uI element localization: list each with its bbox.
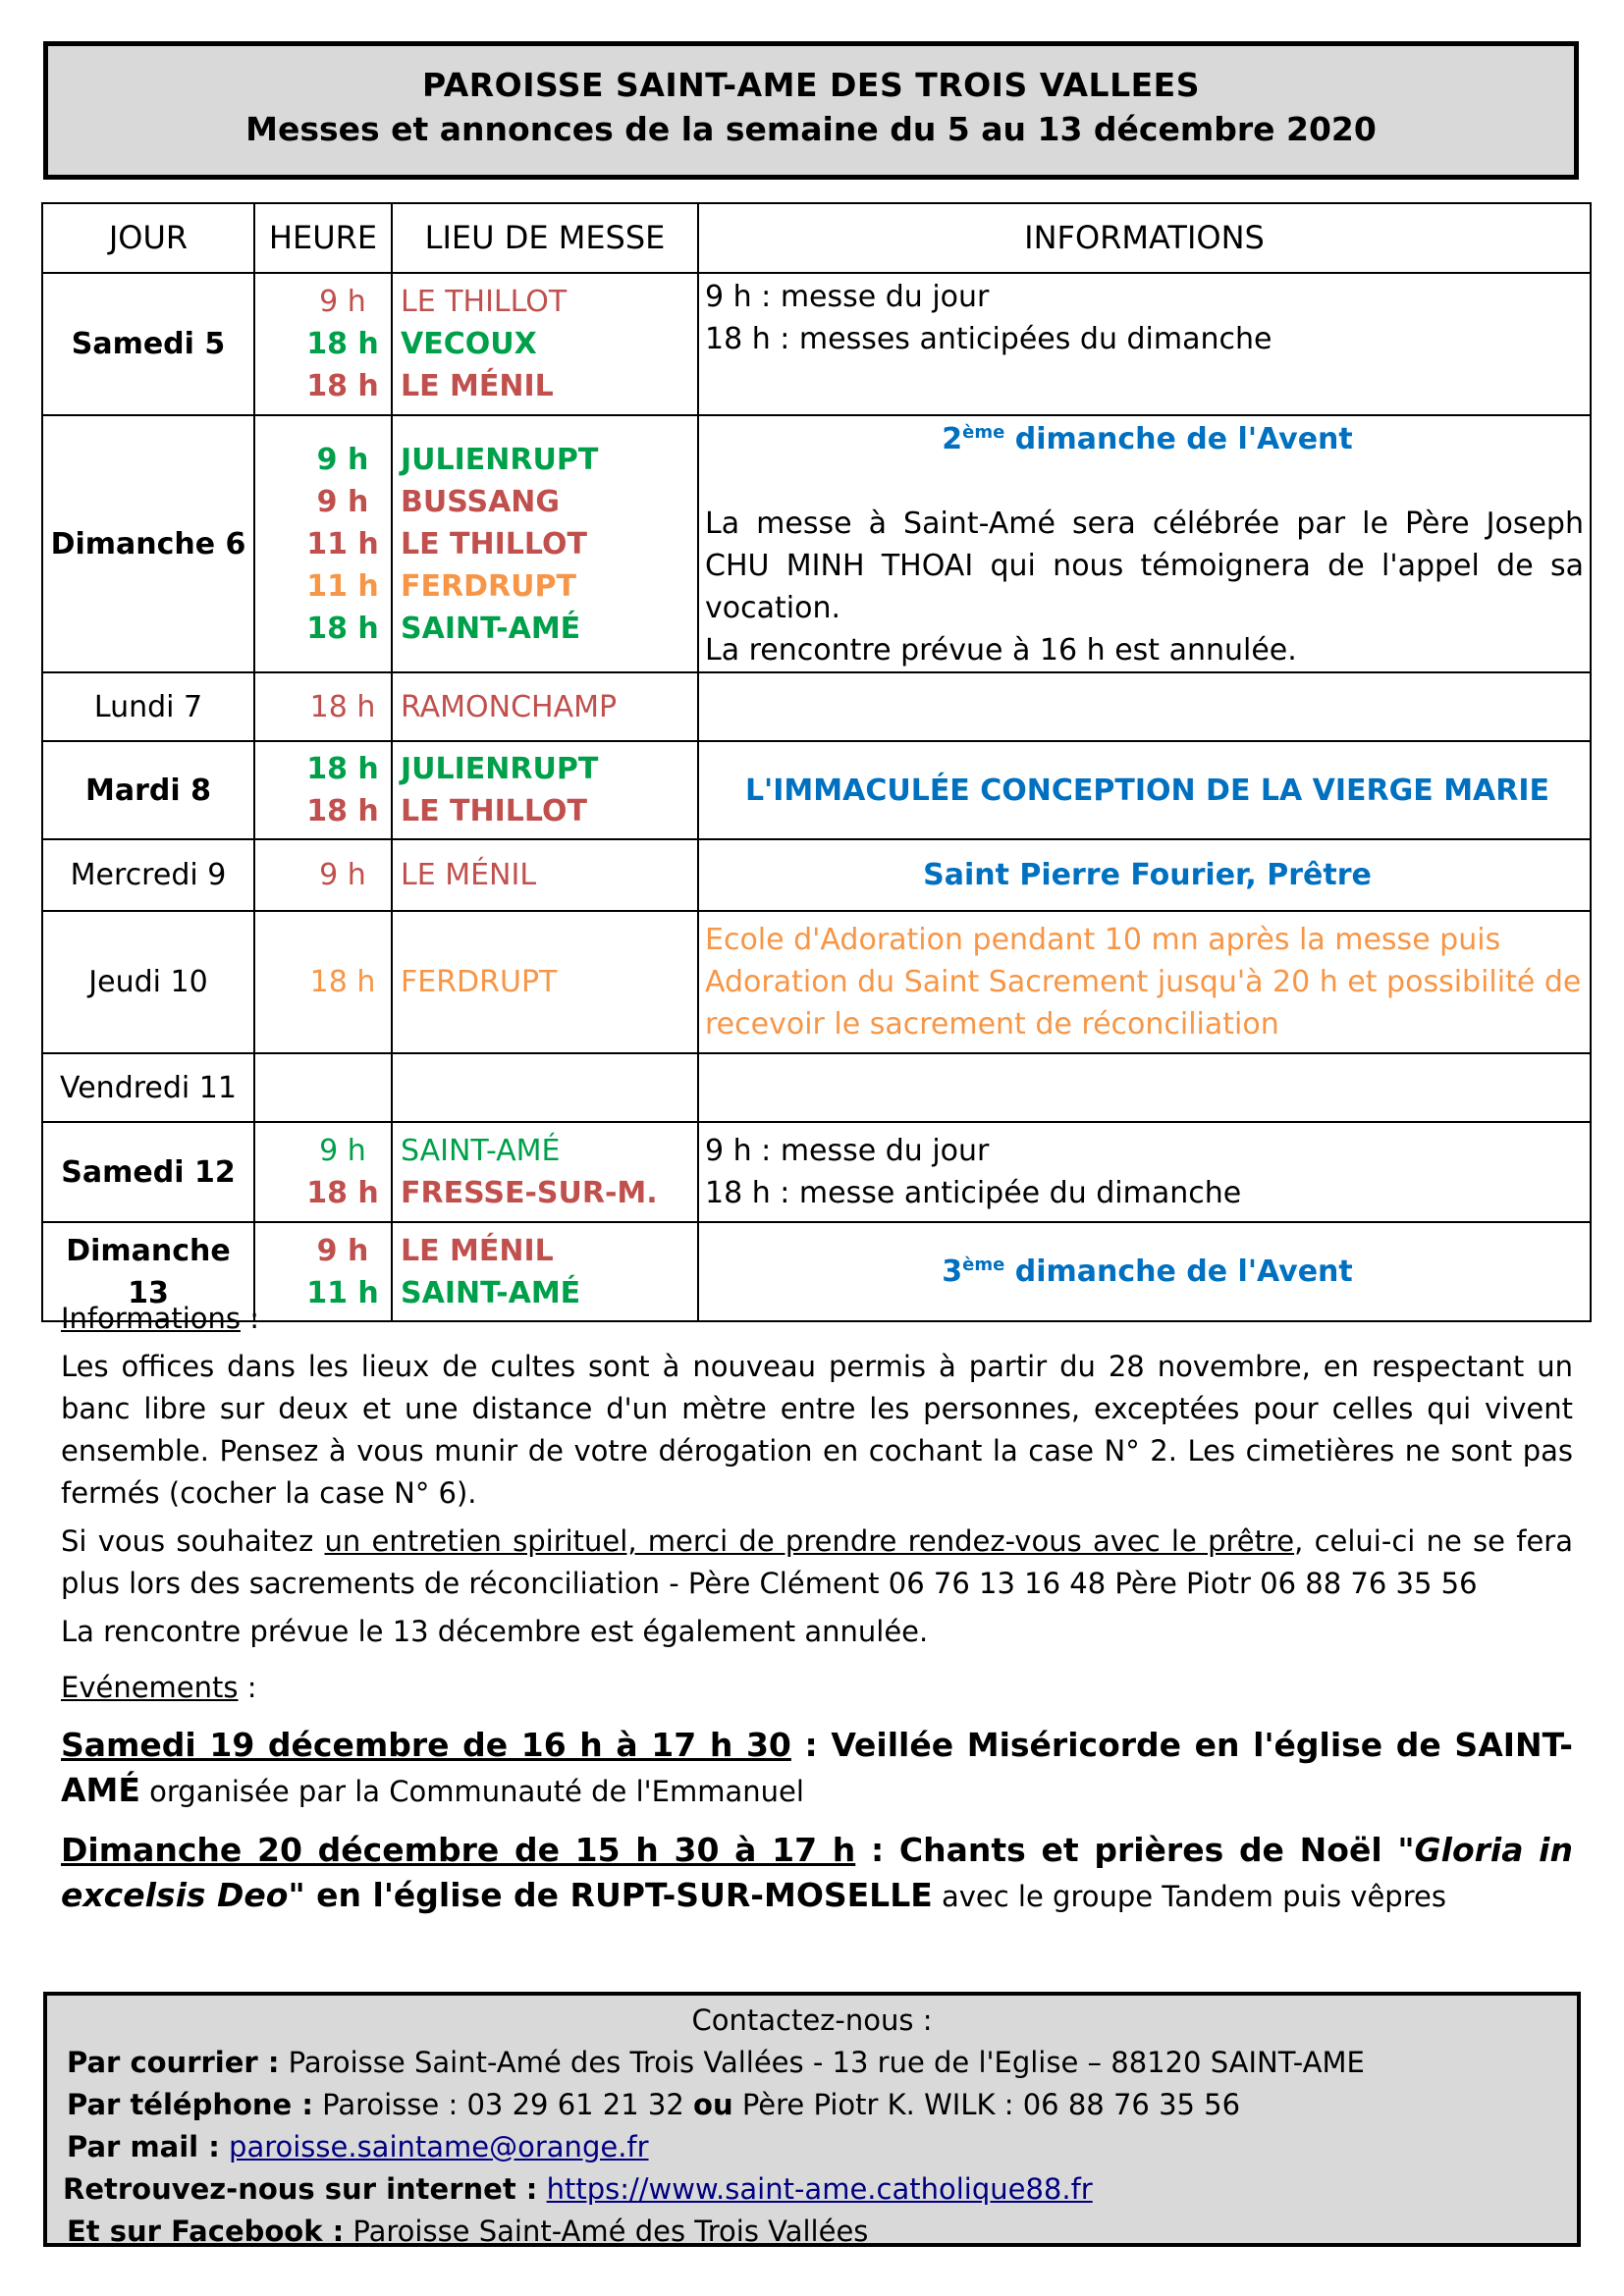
title-text: dimanche de l'Avent xyxy=(1004,1255,1353,1289)
heading-colon: : xyxy=(240,1302,259,1335)
table-row xyxy=(42,839,1591,911)
event-description: Chants et prières de Noël xyxy=(898,1831,1398,1869)
title-text: dimanche de l'Avent xyxy=(1004,422,1353,456)
text: Si vous souhaitez xyxy=(61,1524,325,1558)
mass-schedule-table xyxy=(41,202,1592,1322)
mass-place: LE MÉNIL xyxy=(401,1233,554,1268)
liturgical-day-title xyxy=(705,1251,1590,1293)
mass-time: 18 h xyxy=(306,752,379,786)
contact-phone-row xyxy=(47,2084,1577,2126)
telephone-label: Par téléphone : xyxy=(67,2088,313,2121)
info-cell xyxy=(698,1053,1591,1122)
mass-place: SAINT-AMÉ xyxy=(401,611,581,646)
mass-time: 9 h xyxy=(316,442,369,477)
day-cell: Lundi 7 xyxy=(42,672,254,741)
col-header-informations: INFORMATIONS xyxy=(698,203,1591,273)
ordinal: 3 xyxy=(942,1255,963,1289)
info-line: La rencontre prévue à 16 h est annulée. xyxy=(705,633,1297,667)
ordinal: 2 xyxy=(942,422,963,456)
day-cell: Mardi 8 xyxy=(42,741,254,839)
time-cell xyxy=(254,1122,392,1222)
facebook-label: Et sur Facebook : xyxy=(67,2215,345,2248)
mass-place: LE THILLOT xyxy=(401,526,587,561)
table-row xyxy=(42,672,1591,741)
mass-place: JULIENRUPT xyxy=(401,752,599,786)
website-link[interactable]: https://www.saint-ame.catholique88.fr xyxy=(546,2172,1093,2206)
mass-time: 18 h xyxy=(306,369,379,403)
day-cell: Samedi 5 xyxy=(42,273,254,415)
mass-place: LE THILLOT xyxy=(401,794,587,828)
header-box xyxy=(43,41,1579,180)
ordinal-suffix: ème xyxy=(962,1255,1005,1275)
or-text: ou xyxy=(693,2088,733,2121)
event-date: Dimanche 20 décembre de 15 h 30 à 17 h xyxy=(61,1831,856,1869)
event-sep: : xyxy=(855,1831,899,1869)
contact-mail-row xyxy=(47,2042,1577,2084)
mass-place: FERDRUPT xyxy=(401,965,558,999)
mass-time: 18 h xyxy=(306,327,379,361)
contact-facebook-row xyxy=(47,2211,1577,2253)
place-cell xyxy=(392,273,698,415)
event-title-italic: "Gloria in excelsis Deo" xyxy=(61,1831,1573,1914)
mass-time: 18 h xyxy=(309,965,376,999)
mass-time: 11 h xyxy=(306,568,379,604)
day-cell: Mercredi 9 xyxy=(42,839,254,911)
event-location: en l'église de RUPT-SUR-MOSELLE xyxy=(304,1876,933,1914)
mass-time: 9 h xyxy=(319,1134,366,1168)
time-cell xyxy=(254,1053,392,1122)
contact-title: Contactez-nous : xyxy=(691,2003,933,2037)
place-cell xyxy=(392,1053,698,1122)
mass-time: 9 h xyxy=(319,858,366,892)
informations-heading xyxy=(61,1298,1573,1340)
day-cell: Dimanche 13 xyxy=(42,1222,254,1321)
website-label: Retrouvez-nous sur internet : xyxy=(63,2172,538,2206)
day-cell: Jeudi 10 xyxy=(42,911,254,1053)
col-header-jour: JOUR xyxy=(42,203,254,273)
mass-time: 11 h xyxy=(306,1275,379,1310)
time-cell xyxy=(254,741,392,839)
courrier-label: Par courrier : xyxy=(67,2046,280,2079)
table-row xyxy=(42,911,1591,1053)
mass-place: SAINT-AMÉ xyxy=(401,1275,581,1310)
time-cell xyxy=(254,273,392,415)
mass-place: SAINT-AMÉ xyxy=(401,1134,561,1168)
informations-paragraph xyxy=(61,1521,1573,1605)
liturgical-day-title: L'IMMACULÉE CONCEPTION DE LA VIERGE MARIE xyxy=(744,773,1550,808)
mass-place: JULIENRUPT xyxy=(401,442,599,477)
mass-time: 18 h xyxy=(306,1176,379,1210)
mass-time: 9 h xyxy=(316,484,369,519)
info-cell xyxy=(698,911,1591,1053)
info-cell xyxy=(698,741,1591,839)
informations-paragraph: Les offices dans les lieux de cultes sont à nouveau permis à partir du 28 novembre, en respectant un banc libre sur deux et une distance d'un mètre entre les personnes, exceptées pour celles qui vivent ensemble. Pensez à vous munir de votre dérogation en cochant la case N° 2. Les cimetières ne sont pas fermés (cocher la case N° 6). xyxy=(61,1350,1573,1510)
contact-box xyxy=(43,1992,1581,2247)
mass-time: 18 h xyxy=(306,611,379,646)
event-description: Veillée Miséricorde en l'église de SAINT-AMÉ xyxy=(61,1726,1573,1809)
time-cell xyxy=(254,839,392,911)
info-cell xyxy=(698,1122,1591,1222)
table-row xyxy=(42,273,1591,415)
mass-place: FERDRUPT xyxy=(401,568,576,604)
priest-phone: Père Piotr K. WILK : 06 88 76 35 56 xyxy=(732,2088,1241,2121)
mass-place: LE THILLOT xyxy=(401,285,568,319)
informations-title: Informations xyxy=(61,1302,241,1335)
facebook-page: Paroisse Saint-Amé des Trois Vallées xyxy=(344,2215,869,2248)
table-header-row xyxy=(42,203,1591,273)
event-item xyxy=(61,1723,1573,1814)
time-cell xyxy=(254,415,392,672)
table-row xyxy=(42,741,1591,839)
day-cell: Dimanche 6 xyxy=(42,415,254,672)
week-subtitle: Messes et annonces de la semaine du 5 au 13 décembre 2020 xyxy=(245,110,1377,148)
table-row xyxy=(42,1053,1591,1122)
place-cell xyxy=(392,672,698,741)
place-cell xyxy=(392,839,698,911)
time-cell xyxy=(254,911,392,1053)
table-row xyxy=(42,415,1591,672)
email-link[interactable]: paroisse.saintame@orange.fr xyxy=(229,2130,649,2163)
evenements-title: Evénements xyxy=(61,1671,239,1704)
info-line: Ecole d'Adoration pendant 10 mn après la messe puis xyxy=(705,923,1501,957)
underlined-text: un entretien spirituel, merci de prendre rendez-vous avec le prêtre xyxy=(324,1524,1295,1558)
heading-colon: : xyxy=(238,1671,257,1704)
parish-title: PAROISSE SAINT-AME DES TROIS VALLEES xyxy=(422,66,1200,104)
place-cell xyxy=(392,911,698,1053)
col-header-lieu: LIEU DE MESSE xyxy=(392,203,698,273)
time-cell xyxy=(254,672,392,741)
mass-time: 9 h xyxy=(319,285,366,319)
contact-email-row xyxy=(47,2126,1577,2168)
mass-time: 18 h xyxy=(309,689,376,724)
mass-time: 11 h xyxy=(306,526,379,561)
mass-place: BUSSANG xyxy=(401,484,561,519)
mass-place: RAMONCHAMP xyxy=(401,689,618,724)
mass-place: LE MÉNIL xyxy=(401,369,554,403)
day-cell: Vendredi 11 xyxy=(42,1053,254,1122)
liturgical-day-title: Saint Pierre Fourier, Prêtre xyxy=(923,858,1372,892)
info-cell xyxy=(698,672,1591,741)
mass-place: VECOUX xyxy=(401,327,537,361)
informations-paragraph: La rencontre prévue le 13 décembre est également annulée. xyxy=(61,1615,929,1648)
event-date: Samedi 19 décembre de 16 h à 17 h 30 xyxy=(61,1726,791,1764)
info-line: 9 h : messe du jour xyxy=(705,1134,990,1168)
info-line: 18 h : messes anticipées du dimanche xyxy=(705,322,1272,356)
place-cell xyxy=(392,1122,698,1222)
text: , celui-ci ne se fera plus lors des sacrements de réconciliation - Père Clément 06 76 13 16 48 Père Piotr 06 88 76 35 56 xyxy=(61,1524,1573,1600)
place-cell xyxy=(392,741,698,839)
mass-time: 9 h xyxy=(316,1233,369,1268)
col-header-heure: HEURE xyxy=(254,203,392,273)
info-cell xyxy=(698,839,1591,911)
contact-web-row xyxy=(47,2168,1577,2211)
place-cell xyxy=(392,415,698,672)
email-label: Par mail : xyxy=(67,2130,220,2163)
info-text: La messe à Saint-Amé sera célébrée par le Père Joseph CHU MINH THOAI qui nous témoignera de l'appel de sa vocation. xyxy=(705,507,1584,625)
info-line: recevoir le sacrement de réconciliation xyxy=(705,1007,1279,1041)
mass-time: 18 h xyxy=(306,794,379,828)
table-row xyxy=(42,1122,1591,1222)
liturgical-day-title xyxy=(705,418,1590,460)
day-cell: Samedi 12 xyxy=(42,1122,254,1222)
event-sep: : xyxy=(790,1726,832,1764)
evenements-heading xyxy=(61,1667,1573,1709)
event-item xyxy=(61,1828,1573,1919)
ordinal-suffix: ème xyxy=(962,422,1005,443)
event-details: organisée par la Communauté de l'Emmanuel xyxy=(139,1775,804,1808)
mass-place: FRESSE-SUR-M. xyxy=(401,1176,658,1210)
event-details: avec le groupe Tandem puis vêpres xyxy=(932,1880,1446,1913)
info-line: 9 h : messe du jour xyxy=(705,280,990,314)
announcements xyxy=(61,1298,1573,1919)
parish-phone: Paroisse : 03 29 61 21 32 xyxy=(312,2088,694,2121)
courrier-address: Paroisse Saint-Amé des Trois Vallées - 13 rue de l'Eglise – 88120 SAINT-AME xyxy=(279,2046,1365,2079)
mass-place: LE MÉNIL xyxy=(401,858,537,892)
info-line: 18 h : messe anticipée du dimanche xyxy=(705,1176,1242,1210)
info-cell xyxy=(698,415,1591,672)
info-cell xyxy=(698,273,1591,415)
info-line: Adoration du Saint Sacrement jusqu'à 20 h et possibilité de xyxy=(705,965,1582,999)
